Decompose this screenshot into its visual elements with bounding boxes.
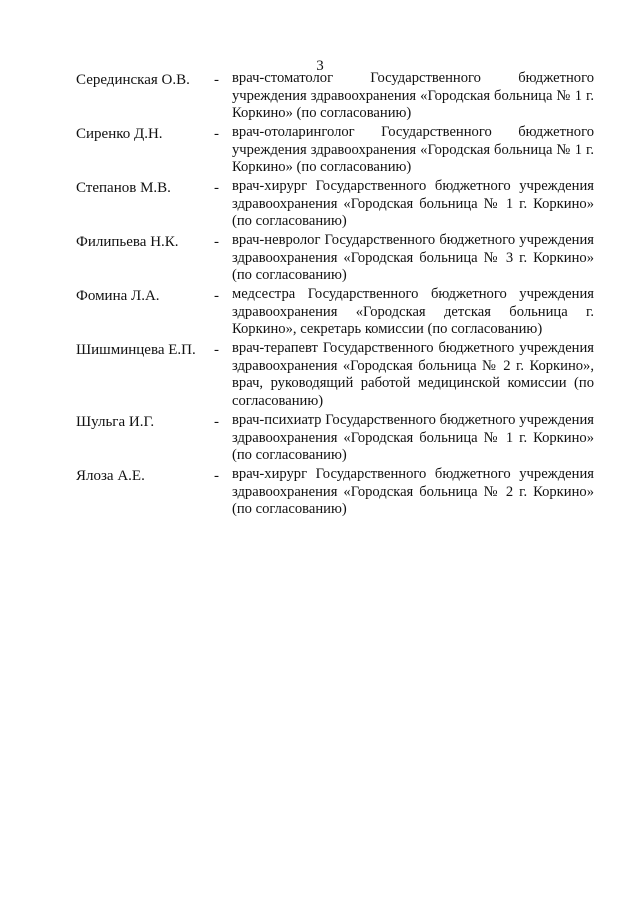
member-name: Фомина Л.А. [76, 288, 160, 304]
member-dash: - [214, 414, 219, 430]
member-entry [76, 70, 594, 124]
member-dash: - [214, 234, 219, 250]
member-entry [76, 466, 594, 520]
member-entry [76, 286, 594, 340]
member-dash: - [214, 126, 219, 142]
member-dash: - [214, 468, 219, 484]
member-dash: - [214, 72, 219, 88]
member-name: Сиренко Д.Н. [76, 126, 163, 142]
member-dash: - [214, 180, 219, 196]
member-name: Шульга И.Г. [76, 414, 155, 430]
member-entry [76, 124, 594, 178]
member-dash: - [214, 342, 219, 358]
member-entry [76, 178, 594, 232]
member-role: врач-стоматолог Государственного бюджетного учреждения здравоохранения «Городская больница № 1 г. Коркино» (по согласованию) [232, 70, 594, 121]
member-role: медсестра Государственного бюджетного учреждения здравоохранения «Городская детская больница г. Коркино», секретарь комиссии (по согласованию) [232, 286, 594, 337]
member-name: Серединская О.В. [76, 72, 190, 88]
member-entry [76, 340, 594, 412]
member-role: врач-терапевт Государственного бюджетного учреждения здравоохранения «Городская больница № 2 г. Коркино», врач, руководящий работой медицинской комиссии (по согласованию) [232, 340, 594, 409]
member-dash: - [214, 288, 219, 304]
member-name: Филипьева Н.К. [76, 234, 179, 250]
member-role: врач-хирург Государственного бюджетного учреждения здравоохранения «Городская больница № 2 г. Коркино» (по согласованию) [232, 466, 594, 517]
member-role: врач-хирург Государственного бюджетного учреждения здравоохранения «Городская больница № 1 г. Коркино» (по согласованию) [232, 178, 594, 229]
member-entry [76, 232, 594, 286]
member-name: Ялоза А.Е. [76, 468, 145, 484]
member-name: Степанов М.В. [76, 180, 171, 196]
member-entry [76, 412, 594, 466]
member-role: врач-психиатр Государственного бюджетного учреждения здравоохранения «Городская больница № 1 г. Коркино» (по согласованию) [232, 412, 594, 463]
member-name: Шишминцева Е.П. [76, 342, 196, 358]
member-role: врач-отоларинголог Государственного бюджетного учреждения здравоохранения «Городская больница № 1 г. Коркино» (по согласованию) [232, 124, 594, 175]
member-role: врач-невролог Государственного бюджетного учреждения здравоохранения «Городская больница № 3 г. Коркино» (по согласованию) [232, 232, 594, 283]
page-number: 3 [316, 58, 324, 74]
commission-member-list [76, 70, 594, 520]
